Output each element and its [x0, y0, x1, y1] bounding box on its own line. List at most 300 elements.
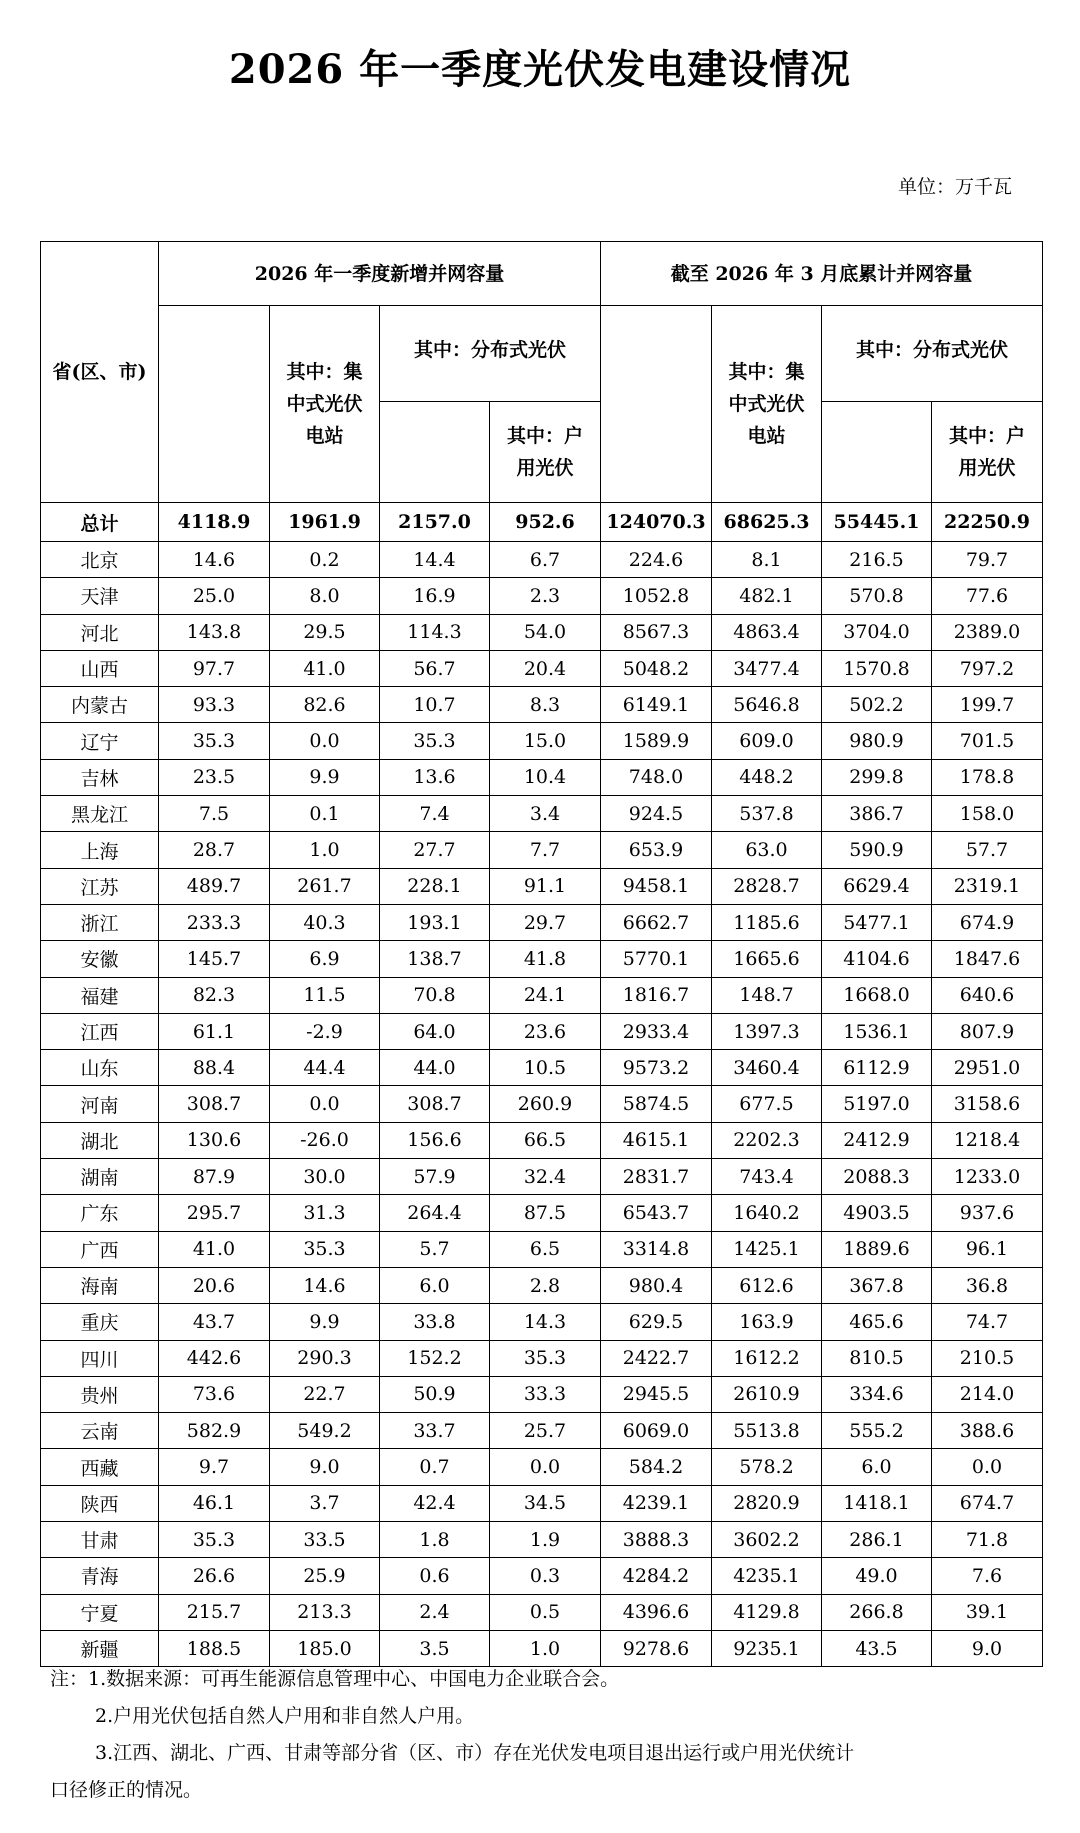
table-cell: 9.9 — [270, 759, 380, 795]
table-cell: 334.6 — [822, 1376, 932, 1412]
table-cell: 35.3 — [490, 1340, 601, 1376]
table-body — [41, 503, 1043, 1667]
table-cell: 653.9 — [601, 832, 712, 868]
header-cum-distributed: 其中：分布式光伏 — [822, 306, 1043, 402]
table-row — [41, 759, 1043, 795]
province-name: 山东 — [41, 1050, 159, 1086]
table-cell: 33.7 — [380, 1413, 490, 1449]
table-cell: 1668.0 — [822, 977, 932, 1013]
table-cell: 677.5 — [712, 1086, 822, 1122]
table-cell: 42.4 — [380, 1485, 490, 1521]
table-cell: 1397.3 — [712, 1013, 822, 1049]
table-cell: 743.4 — [712, 1159, 822, 1195]
table-cell: 0.3 — [490, 1558, 601, 1594]
table-cell: 54.0 — [490, 614, 601, 650]
header-q1-centralized — [270, 306, 380, 503]
table-cell: 6662.7 — [601, 904, 712, 940]
table-cell: 66.5 — [490, 1122, 601, 1158]
table-cell: 640.6 — [932, 977, 1043, 1013]
table-cell: 266.8 — [822, 1594, 932, 1630]
table-cell: 3314.8 — [601, 1231, 712, 1267]
table-cell: 193.1 — [380, 904, 490, 940]
table-cell: 49.0 — [822, 1558, 932, 1594]
table-cell: 4615.1 — [601, 1122, 712, 1158]
header-cum-group: 截至 2026 年 3 月底累计并网容量 — [601, 242, 1043, 306]
table-cell: 578.2 — [712, 1449, 822, 1485]
table-cell: 2945.5 — [601, 1376, 712, 1412]
table-cell: 797.2 — [932, 650, 1043, 686]
table-cell: 43.7 — [159, 1304, 270, 1340]
table-cell: 1052.8 — [601, 578, 712, 614]
table-cell: 2412.9 — [822, 1122, 932, 1158]
province-name: 广西 — [41, 1231, 159, 1267]
table-cell: 308.7 — [159, 1086, 270, 1122]
table-cell: 57.9 — [380, 1159, 490, 1195]
table-cell: 23.6 — [490, 1013, 601, 1049]
table-row — [41, 1413, 1043, 1449]
total-row — [41, 503, 1043, 542]
table-cell: 5646.8 — [712, 687, 822, 723]
table-row — [41, 542, 1043, 578]
note-3-continued: 口径修正的情况。 — [50, 1779, 203, 1801]
table-cell: 22250.9 — [932, 503, 1043, 542]
table-row — [41, 578, 1043, 614]
table-cell: 5513.8 — [712, 1413, 822, 1449]
table-cell: 4118.9 — [159, 503, 270, 542]
table-cell: 2088.3 — [822, 1159, 932, 1195]
table-cell: 26.6 — [159, 1558, 270, 1594]
table-cell: 1816.7 — [601, 977, 712, 1013]
table-cell: 14.6 — [159, 542, 270, 578]
table-cell: 2933.4 — [601, 1013, 712, 1049]
table-row — [41, 1304, 1043, 1340]
table-row — [41, 1122, 1043, 1158]
table-cell: 7.6 — [932, 1558, 1043, 1594]
table-row — [41, 1340, 1043, 1376]
table-cell: 2.3 — [490, 578, 601, 614]
table-cell: 3.4 — [490, 796, 601, 832]
table-cell: 10.7 — [380, 687, 490, 723]
table-cell: 41.0 — [270, 650, 380, 686]
province-name: 海南 — [41, 1267, 159, 1303]
table-cell: 1961.9 — [270, 503, 380, 542]
table-cell: 35.3 — [159, 1522, 270, 1558]
table-cell: 2422.7 — [601, 1340, 712, 1376]
table-cell: 590.9 — [822, 832, 932, 868]
table-cell: 0.0 — [270, 723, 380, 759]
table-cell: 0.5 — [490, 1594, 601, 1630]
province-name: 西藏 — [41, 1449, 159, 1485]
table-cell: 31.3 — [270, 1195, 380, 1231]
table-cell: 4104.6 — [822, 941, 932, 977]
table-row — [41, 904, 1043, 940]
table-cell: 9.0 — [932, 1630, 1043, 1666]
table-cell: 87.5 — [490, 1195, 601, 1231]
table-cell: 148.7 — [712, 977, 822, 1013]
table-cell: 0.2 — [270, 542, 380, 578]
table-cell: 224.6 — [601, 542, 712, 578]
table-cell: 199.7 — [932, 687, 1043, 723]
province-name: 广东 — [41, 1195, 159, 1231]
table-cell: 97.7 — [159, 650, 270, 686]
table-cell: 2951.0 — [932, 1050, 1043, 1086]
table-cell: 5874.5 — [601, 1086, 712, 1122]
table-cell: 24.1 — [490, 977, 601, 1013]
table-cell: 33.5 — [270, 1522, 380, 1558]
table-cell: 5770.1 — [601, 941, 712, 977]
table-cell: 2389.0 — [932, 614, 1043, 650]
table-cell: 214.0 — [932, 1376, 1043, 1412]
table-cell: 43.5 — [822, 1630, 932, 1666]
table-cell: 41.0 — [159, 1231, 270, 1267]
table-cell: 0.0 — [270, 1086, 380, 1122]
table-cell: 1.8 — [380, 1522, 490, 1558]
table-cell: 34.5 — [490, 1485, 601, 1521]
table-cell: 6112.9 — [822, 1050, 932, 1086]
table-row — [41, 687, 1043, 723]
table-cell: 9278.6 — [601, 1630, 712, 1666]
table-cell: 215.7 — [159, 1594, 270, 1630]
province-name: 陕西 — [41, 1485, 159, 1521]
table-cell: 609.0 — [712, 723, 822, 759]
table-cell: 0.7 — [380, 1449, 490, 1485]
table-cell: 924.5 — [601, 796, 712, 832]
table-cell: 64.0 — [380, 1013, 490, 1049]
note-1: 注：1.数据来源：可再生能源信息管理中心、中国电力企业联合会。 — [50, 1668, 620, 1690]
province-name: 青海 — [41, 1558, 159, 1594]
table-cell: 40.3 — [270, 904, 380, 940]
table-cell: 61.1 — [159, 1013, 270, 1049]
table-cell: 25.9 — [270, 1558, 380, 1594]
table-cell: 15.0 — [490, 723, 601, 759]
table-cell: 674.9 — [932, 904, 1043, 940]
table-cell: 1640.2 — [712, 1195, 822, 1231]
table-cell: 27.7 — [380, 832, 490, 868]
table-cell: 629.5 — [601, 1304, 712, 1340]
table-cell: 124070.3 — [601, 503, 712, 542]
table-cell: 9458.1 — [601, 868, 712, 904]
table-cell: 8.1 — [712, 542, 822, 578]
table-row — [41, 614, 1043, 650]
table-cell: 2820.9 — [712, 1485, 822, 1521]
table-row — [41, 1558, 1043, 1594]
table-row — [41, 723, 1043, 759]
table-cell: 3602.2 — [712, 1522, 822, 1558]
table-cell: 74.7 — [932, 1304, 1043, 1340]
table-cell: 30.0 — [270, 1159, 380, 1195]
table-cell: -2.9 — [270, 1013, 380, 1049]
table-cell: 96.1 — [932, 1231, 1043, 1267]
province-name: 云南 — [41, 1413, 159, 1449]
table-cell: 386.7 — [822, 796, 932, 832]
header-q1-household-label: 其中：户用光伏 — [506, 425, 583, 479]
table-cell: 2157.0 — [380, 503, 490, 542]
table-row — [41, 1195, 1043, 1231]
unit-label: 单位：万千瓦 — [897, 176, 1012, 198]
table-cell: 3704.0 — [822, 614, 932, 650]
table-row — [41, 1086, 1043, 1122]
table-cell: 570.8 — [822, 578, 932, 614]
table-cell: 442.6 — [159, 1340, 270, 1376]
table-row — [41, 796, 1043, 832]
table-cell: 11.5 — [270, 977, 380, 1013]
table-cell: 6069.0 — [601, 1413, 712, 1449]
table-cell: 56.7 — [380, 650, 490, 686]
table-cell: 33.8 — [380, 1304, 490, 1340]
province-name: 湖南 — [41, 1159, 159, 1195]
table-cell: 70.8 — [380, 977, 490, 1013]
province-name: 河南 — [41, 1086, 159, 1122]
table-cell: 77.6 — [932, 578, 1043, 614]
header-cum-household-label: 其中：户用光伏 — [948, 425, 1025, 479]
table-cell: 35.3 — [270, 1231, 380, 1267]
header-province: 省(区、市) — [41, 242, 159, 503]
table-cell: 937.6 — [932, 1195, 1043, 1231]
header-q1-household — [490, 402, 601, 503]
table-row — [41, 868, 1043, 904]
table-cell: 1233.0 — [932, 1159, 1043, 1195]
header-q1-group: 2026 年一季度新增并网容量 — [159, 242, 601, 306]
table-cell: 1847.6 — [932, 941, 1043, 977]
table-cell: 264.4 — [380, 1195, 490, 1231]
table-row — [41, 1050, 1043, 1086]
table-cell: 3.7 — [270, 1485, 380, 1521]
table-cell: 2828.7 — [712, 868, 822, 904]
table-cell: 549.2 — [270, 1413, 380, 1449]
table-cell: 6543.7 — [601, 1195, 712, 1231]
header-q1-distributed: 其中：分布式光伏 — [380, 306, 601, 402]
province-name: 黑龙江 — [41, 796, 159, 832]
table-cell: 6.0 — [380, 1267, 490, 1303]
table-cell: 25.0 — [159, 578, 270, 614]
table-cell: 32.4 — [490, 1159, 601, 1195]
table-cell: 35.3 — [380, 723, 490, 759]
table-cell: 28.7 — [159, 832, 270, 868]
table-cell: 674.7 — [932, 1485, 1043, 1521]
province-name: 上海 — [41, 832, 159, 868]
table-cell: 9235.1 — [712, 1630, 822, 1666]
table-cell: 29.7 — [490, 904, 601, 940]
table-row — [41, 941, 1043, 977]
table-cell: 582.9 — [159, 1413, 270, 1449]
table-cell: 807.9 — [932, 1013, 1043, 1049]
table-cell: 25.7 — [490, 1413, 601, 1449]
table-row — [41, 977, 1043, 1013]
total-label: 总计 — [41, 503, 159, 542]
province-name: 新疆 — [41, 1630, 159, 1666]
table-cell: 4239.1 — [601, 1485, 712, 1521]
table-cell: 138.7 — [380, 941, 490, 977]
table-cell: 20.4 — [490, 650, 601, 686]
table-row — [41, 1013, 1043, 1049]
table-cell: 41.8 — [490, 941, 601, 977]
province-name: 北京 — [41, 542, 159, 578]
pv-capacity-table — [40, 241, 1043, 1667]
table-cell: 3158.6 — [932, 1086, 1043, 1122]
table-cell: 4903.5 — [822, 1195, 932, 1231]
table-cell: 7.4 — [380, 796, 490, 832]
table-cell: 50.9 — [380, 1376, 490, 1412]
table-cell: 260.9 — [490, 1086, 601, 1122]
province-name: 江西 — [41, 1013, 159, 1049]
table-cell: 23.5 — [159, 759, 270, 795]
header-cum-household — [932, 402, 1043, 503]
table-cell: 4129.8 — [712, 1594, 822, 1630]
table-cell: 555.2 — [822, 1413, 932, 1449]
table-cell: 145.7 — [159, 941, 270, 977]
table-cell: 367.8 — [822, 1267, 932, 1303]
province-name: 吉林 — [41, 759, 159, 795]
table-cell: 3460.4 — [712, 1050, 822, 1086]
table-cell: 465.6 — [822, 1304, 932, 1340]
table-cell: 13.6 — [380, 759, 490, 795]
table-cell: 6.7 — [490, 542, 601, 578]
table-cell: 163.9 — [712, 1304, 822, 1340]
table-cell: 1418.1 — [822, 1485, 932, 1521]
table-cell: 6149.1 — [601, 687, 712, 723]
notes — [50, 1661, 1040, 1809]
header-cum-centralized-label: 其中：集中式光伏电站 — [728, 361, 805, 447]
table-cell: 143.8 — [159, 614, 270, 650]
table-row — [41, 1267, 1043, 1303]
table-cell: 44.0 — [380, 1050, 490, 1086]
table-cell: 39.1 — [932, 1594, 1043, 1630]
table-cell: 82.6 — [270, 687, 380, 723]
table-cell: 1.9 — [490, 1522, 601, 1558]
table-cell: 1589.9 — [601, 723, 712, 759]
province-name: 四川 — [41, 1340, 159, 1376]
table-row — [41, 1485, 1043, 1521]
table-cell: 55445.1 — [822, 503, 932, 542]
table-cell: 2610.9 — [712, 1376, 822, 1412]
header-q1-distributed-sub — [380, 402, 490, 503]
table-cell: 388.6 — [932, 1413, 1043, 1449]
table-cell: 91.1 — [490, 868, 601, 904]
table-cell: 1218.4 — [932, 1122, 1043, 1158]
table-cell: 188.5 — [159, 1630, 270, 1666]
table-cell: 3.5 — [380, 1630, 490, 1666]
table-cell: 22.7 — [270, 1376, 380, 1412]
province-name: 重庆 — [41, 1304, 159, 1340]
table-cell: 6.5 — [490, 1231, 601, 1267]
table-cell: 7.7 — [490, 832, 601, 868]
table-row — [41, 1522, 1043, 1558]
table-cell: 8.3 — [490, 687, 601, 723]
table-cell: 1665.6 — [712, 941, 822, 977]
table-cell: 1570.8 — [822, 650, 932, 686]
province-name: 浙江 — [41, 904, 159, 940]
table-cell: 980.4 — [601, 1267, 712, 1303]
table-cell: 8567.3 — [601, 614, 712, 650]
table-cell: 46.1 — [159, 1485, 270, 1521]
province-name: 湖北 — [41, 1122, 159, 1158]
page-title: 2026 年一季度光伏发电建设情况 — [228, 46, 852, 93]
province-name: 内蒙古 — [41, 687, 159, 723]
province-name: 江苏 — [41, 868, 159, 904]
table-cell: 79.7 — [932, 542, 1043, 578]
table-cell: 0.6 — [380, 1558, 490, 1594]
table-cell: 9.7 — [159, 1449, 270, 1485]
table-cell: 152.2 — [380, 1340, 490, 1376]
header-cum-total — [601, 306, 712, 503]
table-cell: 2.8 — [490, 1267, 601, 1303]
table-cell: 308.7 — [380, 1086, 490, 1122]
table-cell: 502.2 — [822, 687, 932, 723]
table-cell: 1.0 — [270, 832, 380, 868]
table-cell: 4863.4 — [712, 614, 822, 650]
header-q1-total — [159, 306, 270, 503]
table-cell: 1889.6 — [822, 1231, 932, 1267]
table-cell: 0.0 — [490, 1449, 601, 1485]
table-cell: 6.0 — [822, 1449, 932, 1485]
province-name: 天津 — [41, 578, 159, 614]
table-cell: 185.0 — [270, 1630, 380, 1666]
table-row — [41, 1231, 1043, 1267]
table-cell: 5477.1 — [822, 904, 932, 940]
province-name: 宁夏 — [41, 1594, 159, 1630]
table-cell: 482.1 — [712, 578, 822, 614]
table-cell: 4235.1 — [712, 1558, 822, 1594]
table-cell: 448.2 — [712, 759, 822, 795]
table-cell: 5.7 — [380, 1231, 490, 1267]
table-row — [41, 832, 1043, 868]
table-cell: 82.3 — [159, 977, 270, 1013]
table-cell: 5197.0 — [822, 1086, 932, 1122]
table-cell: 16.9 — [380, 578, 490, 614]
table-cell: 2.4 — [380, 1594, 490, 1630]
table-cell: 87.9 — [159, 1159, 270, 1195]
province-name: 安徽 — [41, 941, 159, 977]
table-cell: 228.1 — [380, 868, 490, 904]
note-3: 3.江西、湖北、广西、甘肃等部分省（区、市）存在光伏发电项目退出运行或户用光伏统计 — [95, 1742, 855, 1764]
table-cell: 2831.7 — [601, 1159, 712, 1195]
table-cell: 20.6 — [159, 1267, 270, 1303]
province-name: 贵州 — [41, 1376, 159, 1412]
province-name: 河北 — [41, 614, 159, 650]
table-cell: 6629.4 — [822, 868, 932, 904]
table-row — [41, 1594, 1043, 1630]
table-cell: 29.5 — [270, 614, 380, 650]
table-cell: 4396.6 — [601, 1594, 712, 1630]
table-cell: 33.3 — [490, 1376, 601, 1412]
table-cell: 14.3 — [490, 1304, 601, 1340]
table-cell: 980.9 — [822, 723, 932, 759]
table-cell: 9.0 — [270, 1449, 380, 1485]
table-cell: 178.8 — [932, 759, 1043, 795]
table-cell: 1425.1 — [712, 1231, 822, 1267]
table-cell: 261.7 — [270, 868, 380, 904]
table-cell: 5048.2 — [601, 650, 712, 686]
table-cell: 71.8 — [932, 1522, 1043, 1558]
table-cell: 3888.3 — [601, 1522, 712, 1558]
table-cell: 88.4 — [159, 1050, 270, 1086]
table-cell: 584.2 — [601, 1449, 712, 1485]
table-cell: 295.7 — [159, 1195, 270, 1231]
table-cell: 489.7 — [159, 868, 270, 904]
table-cell: 7.5 — [159, 796, 270, 832]
note-2: 2.户用光伏包括自然人户用和非自然人户用。 — [95, 1705, 475, 1727]
table-cell: 1.0 — [490, 1630, 601, 1666]
table-cell: 6.9 — [270, 941, 380, 977]
table-cell: 701.5 — [932, 723, 1043, 759]
table-cell: 1185.6 — [712, 904, 822, 940]
province-name: 辽宁 — [41, 723, 159, 759]
table-cell: 156.6 — [380, 1122, 490, 1158]
table-cell: 114.3 — [380, 614, 490, 650]
table-row — [41, 1449, 1043, 1485]
table-cell: 10.5 — [490, 1050, 601, 1086]
table-cell: 537.8 — [712, 796, 822, 832]
